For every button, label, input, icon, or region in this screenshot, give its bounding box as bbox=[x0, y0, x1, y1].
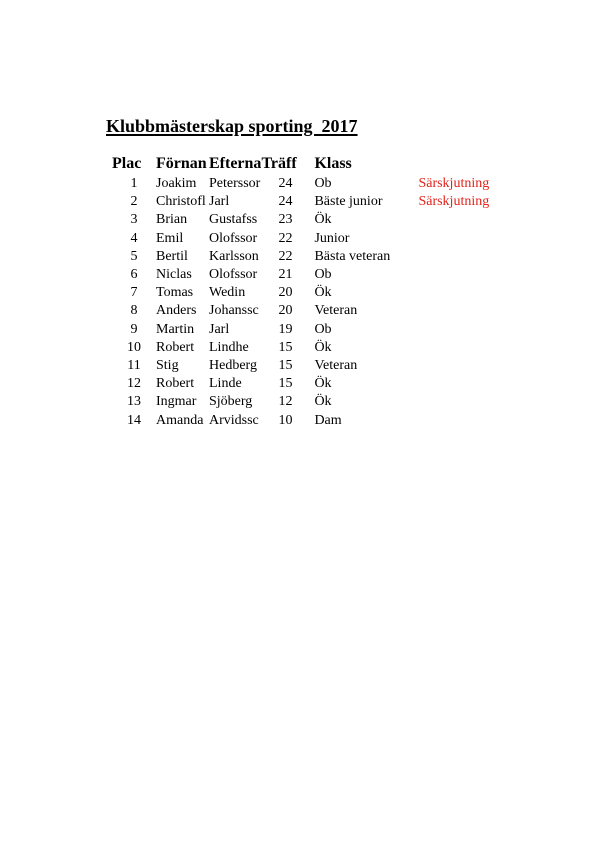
cell-first-name: Stig bbox=[156, 357, 179, 373]
cell-hits: 20 bbox=[278, 285, 293, 301]
cell-class: Junior bbox=[314, 230, 350, 246]
cell-class: Ök bbox=[314, 339, 332, 355]
cell-place: 11 bbox=[127, 357, 141, 373]
cell-hits: 23 bbox=[278, 212, 293, 228]
table-header-row bbox=[112, 153, 498, 175]
cell-hits: 19 bbox=[278, 321, 293, 337]
cell-last-name: Hedberg bbox=[209, 357, 257, 373]
header-last-name: Efterna bbox=[209, 155, 262, 172]
cell-place: 14 bbox=[127, 412, 141, 428]
cell-first-name: Christofl bbox=[156, 194, 206, 210]
cell-note bbox=[418, 284, 498, 302]
cell-first-name: Amanda bbox=[156, 412, 204, 428]
cell-class: Bäste junior bbox=[314, 194, 383, 210]
cell-note bbox=[418, 411, 498, 429]
cell-place: 1 bbox=[130, 176, 138, 192]
table-row bbox=[112, 302, 498, 320]
cell-first-name: Emil bbox=[156, 230, 184, 246]
document-title: Klubbmästerskap sporting 2017 bbox=[106, 116, 358, 136]
cell-place: 12 bbox=[127, 376, 141, 392]
table-row bbox=[112, 284, 498, 302]
cell-first-name: Martin bbox=[156, 321, 195, 337]
cell-place: 7 bbox=[130, 285, 138, 301]
cell-class: Ök bbox=[314, 376, 332, 392]
table-row bbox=[112, 248, 498, 266]
cell-note: Särskjutning bbox=[418, 176, 490, 192]
cell-place: 13 bbox=[127, 394, 141, 410]
cell-first-name: Bertil bbox=[156, 248, 188, 264]
cell-note bbox=[418, 321, 498, 339]
cell-last-name: Karlsson bbox=[209, 248, 259, 264]
cell-last-name: Jarl bbox=[209, 194, 230, 210]
cell-hits: 10 bbox=[278, 412, 293, 428]
table-row bbox=[112, 230, 498, 248]
cell-first-name: Niclas bbox=[156, 267, 192, 283]
cell-hits: 21 bbox=[278, 267, 293, 283]
cell-note bbox=[418, 302, 498, 320]
cell-hits: 15 bbox=[278, 357, 293, 373]
cell-last-name: Lindhe bbox=[209, 339, 249, 355]
cell-place: 10 bbox=[127, 339, 141, 355]
cell-place: 9 bbox=[130, 321, 138, 337]
cell-class: Bästa veteran bbox=[314, 248, 391, 264]
header-first-name: Förnan bbox=[156, 155, 207, 172]
cell-class: Ob bbox=[314, 267, 332, 283]
cell-last-name: Arvidssc bbox=[209, 412, 259, 428]
cell-class: Dam bbox=[314, 412, 342, 428]
cell-place: 2 bbox=[130, 194, 138, 210]
cell-place: 5 bbox=[130, 248, 138, 264]
cell-note bbox=[418, 393, 498, 411]
cell-first-name: Robert bbox=[156, 339, 195, 355]
cell-class: Ob bbox=[314, 176, 332, 192]
cell-last-name: Jarl bbox=[209, 321, 230, 337]
cell-first-name: Ingmar bbox=[156, 394, 197, 410]
cell-place: 8 bbox=[130, 303, 138, 319]
cell-first-name: Anders bbox=[156, 303, 197, 319]
cell-hits: 24 bbox=[278, 194, 293, 210]
cell-first-name: Robert bbox=[156, 376, 195, 392]
cell-note bbox=[418, 266, 498, 284]
table-row bbox=[112, 193, 498, 211]
table-row bbox=[112, 357, 498, 375]
cell-place: 4 bbox=[130, 230, 138, 246]
cell-place: 6 bbox=[130, 267, 138, 283]
table-row bbox=[112, 411, 498, 429]
table-row bbox=[112, 339, 498, 357]
cell-hits: 20 bbox=[278, 303, 293, 319]
cell-note bbox=[418, 211, 498, 229]
cell-hits: 22 bbox=[278, 248, 293, 264]
table-row bbox=[112, 211, 498, 229]
cell-last-name: Olofssor bbox=[209, 267, 258, 283]
header-class: Klass bbox=[314, 155, 352, 172]
cell-note bbox=[418, 375, 498, 393]
cell-class: Ök bbox=[314, 285, 332, 301]
header-hits: Träff bbox=[261, 155, 297, 172]
cell-hits: 22 bbox=[278, 230, 293, 246]
cell-note bbox=[418, 248, 498, 266]
table-row bbox=[112, 266, 498, 284]
table-row bbox=[112, 375, 498, 393]
cell-class: Veteran bbox=[314, 303, 358, 319]
cell-class: Ob bbox=[314, 321, 332, 337]
cell-note bbox=[418, 339, 498, 357]
cell-class: Veteran bbox=[314, 357, 358, 373]
cell-hits: 12 bbox=[278, 394, 293, 410]
table-row bbox=[112, 175, 498, 193]
cell-last-name: Peterssor bbox=[209, 176, 261, 192]
cell-note bbox=[418, 230, 498, 248]
cell-last-name: Linde bbox=[209, 376, 242, 392]
results-table bbox=[112, 153, 498, 430]
cell-last-name: Olofssor bbox=[209, 230, 258, 246]
cell-class: Ök bbox=[314, 212, 332, 228]
cell-hits: 15 bbox=[278, 376, 293, 392]
cell-last-name: Johanssc bbox=[209, 303, 259, 319]
table-row bbox=[112, 393, 498, 411]
cell-note bbox=[418, 357, 498, 375]
cell-note: Särskjutning bbox=[418, 194, 490, 210]
cell-first-name: Joakim bbox=[156, 176, 197, 192]
cell-first-name: Tomas bbox=[156, 285, 194, 301]
cell-class: Ök bbox=[314, 394, 332, 410]
results-body bbox=[112, 175, 498, 430]
cell-last-name: Sjöberg bbox=[209, 394, 253, 410]
cell-last-name: Wedin bbox=[209, 285, 246, 301]
cell-last-name: Gustafss bbox=[209, 212, 258, 228]
header-note bbox=[418, 153, 498, 175]
cell-place: 3 bbox=[130, 212, 138, 228]
cell-hits: 15 bbox=[278, 339, 293, 355]
table-row bbox=[112, 321, 498, 339]
cell-hits: 24 bbox=[278, 176, 293, 192]
cell-first-name: Brian bbox=[156, 212, 188, 228]
header-place: Plac bbox=[112, 155, 142, 172]
